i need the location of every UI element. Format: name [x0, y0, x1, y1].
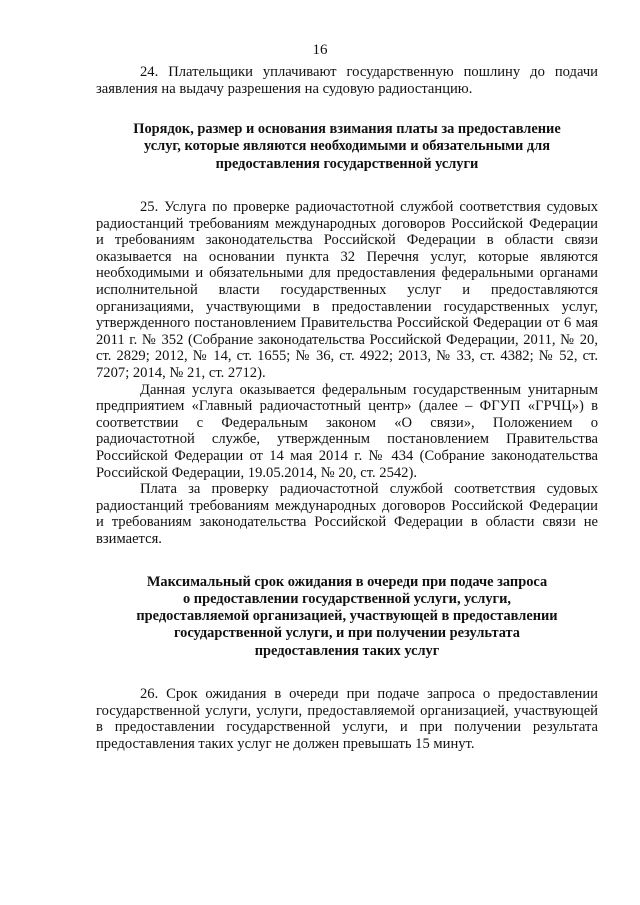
heading-line: предоставляемой организацией, участвующей в предоставлении: [136, 608, 558, 625]
heading-line: о предоставлении государственной услуги, услуги,: [183, 590, 511, 607]
paragraph-service-provider: Данная услуга оказывается федеральным государственным унитарным предприятием «Главный радиочастотный центр» (далее – ФГУП «ГРЧЦ») в соответствии с Федеральным законом «О связи», Положением о радиочастотной службе, утвержденным постановлением Правительства Российской Федерации от 14 мая 2014 г. № 434 (Собрание законодательства Российской Федерации, 19.05.2014, № 20, ст. 2542).: [96, 381, 598, 481]
section-heading-fees: [96, 121, 598, 173]
paragraph-25: 25. Услуга по проверке радиочастотной службой соответствия судовых радиостанций требованиям международных договоров Российской Федерации и требованиям законодательства Российской Федерации в области связи оказывается на основании пункта 32 Перечня услуг, которые являются необходимыми и обязательными для предоставления федеральными органами исполнительной власти государственных услуг и предоставляются организациями, участвующими в предоставлении государственных услуг, утвержденного постановлением Правительства Российской Федерации от 6 мая 2011 г. № 352 (Собрание законодательства Российской Федерации, 2011, № 20, ст. 2829; 2012, № 14, ст. 1655; № 36, ст. 4922; 2013, № 33, ст. 4382; № 52, ст. 7207; 2014, № 21, ст. 2712).: [96, 199, 598, 382]
paragraph-24: 24. Плательщики уплачивают государственную пошлину до подачи заявления на выдачу разрешения на судовую радиостанцию.: [96, 64, 598, 97]
heading-line: Максимальный срок ожидания в очереди при подаче запроса: [146, 573, 548, 590]
heading-line: услуг, которые являются необходимыми и обязательными для: [143, 138, 551, 155]
page-number: 16: [312, 42, 328, 58]
heading-line: предоставления таких услуг: [254, 642, 440, 659]
paragraph-no-fee: Плата за проверку радиочастотной службой соответствия судовых радиостанций требованиям международных договоров Российской Федерации и требованиям законодательства Российской Федерации в области связи не взимается.: [96, 481, 598, 547]
heading-line: государственной услуги, и при получении результата: [173, 625, 520, 642]
heading-line: предоставления государственной услуги: [215, 155, 479, 172]
heading-line: Порядок, размер и основания взимания платы за предоставление: [133, 121, 561, 138]
section-heading-waiting-time: [96, 574, 598, 660]
paragraph-26: 26. Срок ожидания в очереди при подаче запроса о предоставлении государственной услуги, услуги, предоставляемой организацией, участвующей в предоставлении государственной услуги, и при получении результата предоставления таких услуг не должен превышать 15 минут.: [96, 686, 598, 752]
document-body: [96, 64, 598, 752]
